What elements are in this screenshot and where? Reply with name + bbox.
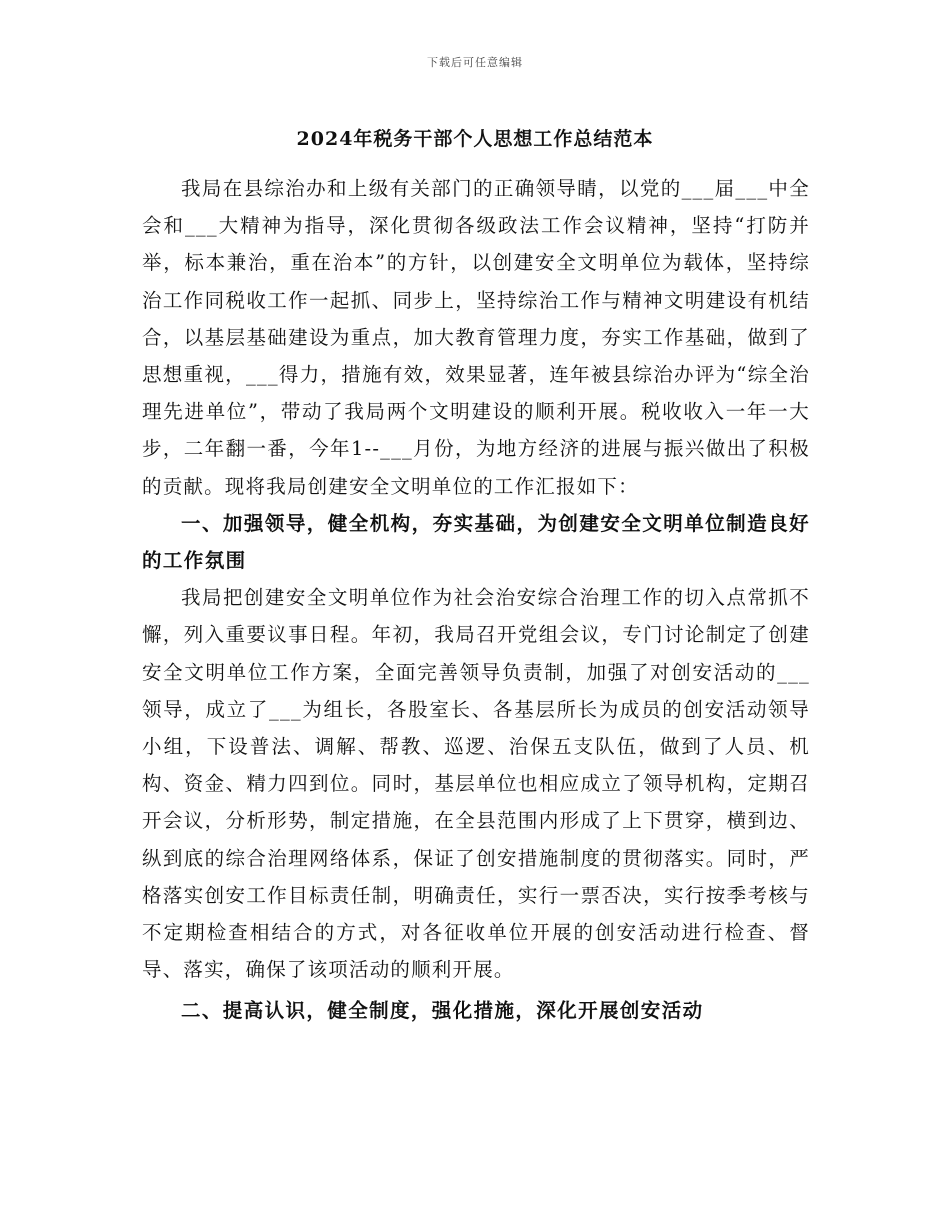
document-body (142, 170, 810, 1030)
section-1-paragraph: 我局把创建安全文明单位作为社会治安综合治理工作的切入点常抓不懈，列入重要议事日程。年初，我局召开党组会议，专门讨论制定了创建安全文明单位工作方案，全面完善领导负责制，加强了对创安活动的___领导，成立了___为组长，各股室长、各基层所长为成员的创安活动领导小组，下设普法、调解、帮教、巡逻、治保五支队伍，做到了人员、机构、资金、精力四到位。同时，基层单位也相应成立了领导机构，定期召开会议，分析形势，制定措施，在全县范围内形成了上下贯穿，横到边、纵到底的综合治理网络体系，保证了创安措施制度的贯彻落实。同时，严格落实创安工作目标责任制，明确责任，实行一票否决，实行按季考核与不定期检查相结合的方式，对各征收单位开展的创安活动进行检查、督导、落实，确保了该项活动的顺利开展。 (142, 586, 810, 982)
section-1-heading: 一、加强领导，健全机构，夯实基础，为创建安全文明单位制造良好的工作氛围 (142, 511, 810, 573)
header-note: 下载后可任意编辑 (427, 56, 523, 69)
document-title: 2024年税务干部个人思想工作总结范本 (296, 128, 654, 150)
section-2-heading: 二、提高认识，健全制度，强化措施，深化开展创安活动 (181, 999, 704, 1023)
intro-paragraph: 我局在县综治办和上级有关部门的正确领导睛，以党的___届___中全会和___大精神为指导，深化贯彻各级政法工作会议精神，坚持“打防并举，标本兼治，重在治本”的方针，以创建安全文明单位为载体，坚持综治工作同税收工作一起抓、同步上，坚持综治工作与精神文明建设有机结合，以基层基础建设为重点，加大教育管理力度，夯实工作基础，做到了思想重视，___得力，措施有效，效果显著，连年被县综治办评为“综全治理先进单位”，带动了我局两个文明建设的顺利开展。税收收入一年一大步，二年翻一番，今年1--___月份，为地方经济的进展与振兴做出了积极的贡献。现将我局创建安全文明单位的工作汇报如下： (142, 177, 810, 498)
